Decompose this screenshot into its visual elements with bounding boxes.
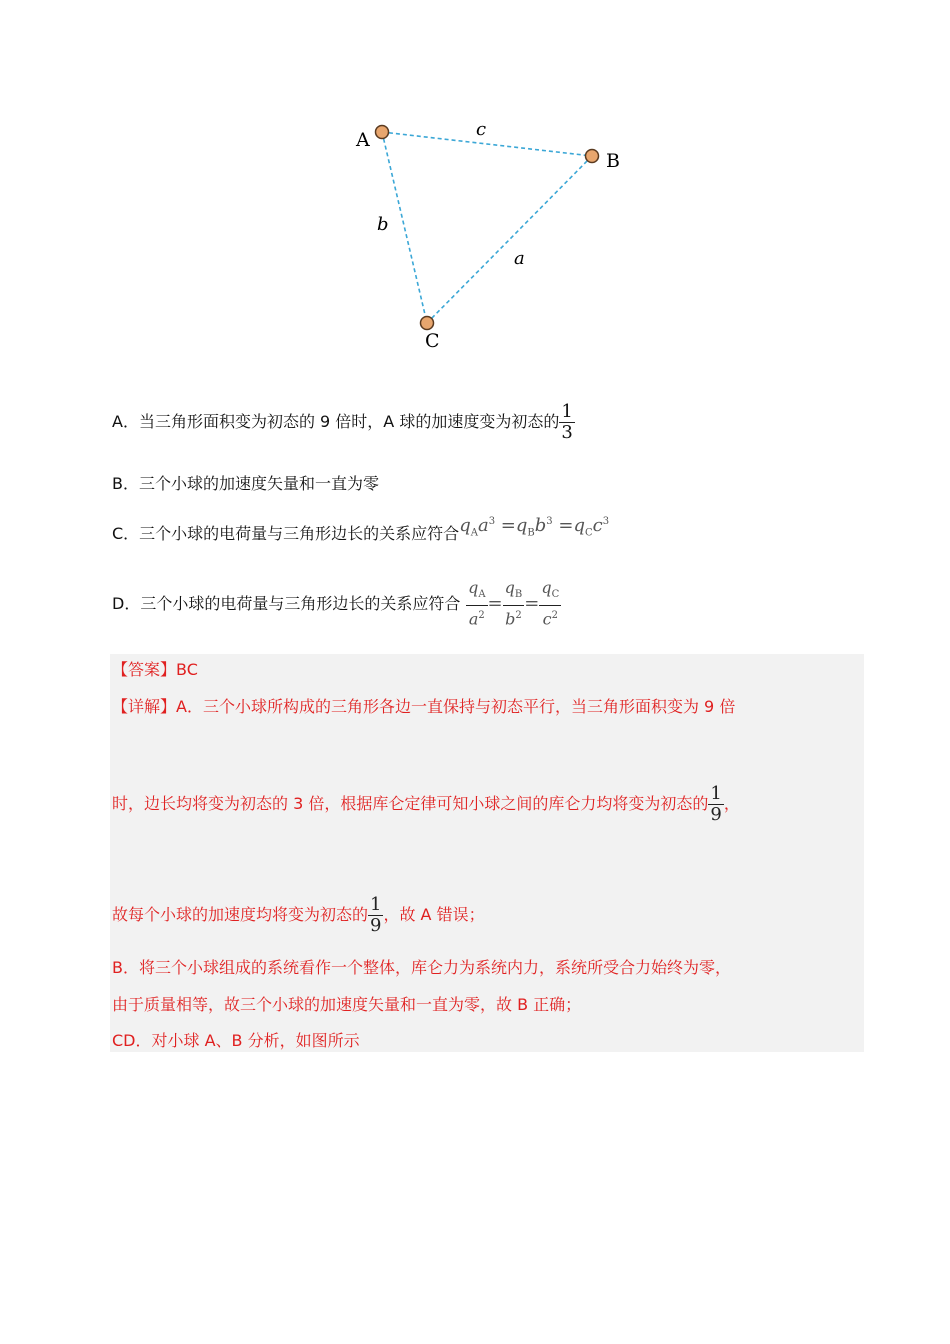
fraction-denominator: 9 [370,915,382,936]
option-a [112,402,575,443]
side-label-c: c [476,119,487,140]
answer-label: 【答案】BC [112,660,198,679]
option-d-formula: $\frac{q_A}{a^2}$ = $\frac{q_B}{b^2}$ = $\frac{q_C}{c^2}$ [468,578,560,629]
side-label-b: b [377,214,389,235]
detail-text-3: 故每个小球的加速度均将变为初态的 [112,905,369,924]
side-label-a: a [514,248,525,269]
side-a-line [427,156,592,323]
option-a-fraction [559,402,574,443]
option-c-text: C．三个小球的电荷量与三角形边长的关系应符合 [112,524,460,543]
option-c [112,515,610,552]
option-a-text: A．当三角形面积变为初态的 9 倍时，A 球的加速度变为初态的 [112,412,560,431]
option-b-text: B．三个小球的加速度矢量和一直为零 [112,474,379,493]
detail-label: 【详解】 [112,697,177,716]
detail-line-1 [112,697,735,717]
detail-text-3-tail: ，故 A 错误； [383,905,485,924]
ball-c [421,317,434,330]
detail-line-2 [112,784,740,825]
detail-fraction-2 [368,895,383,936]
point-label-b: B [606,150,620,172]
detail-line-6: CD．对小球 A、B 分析，如图所示 [112,1031,360,1050]
fraction-numerator: 1 [710,783,722,804]
side-c-line [382,132,592,156]
option-d [112,578,561,630]
option-b [112,474,379,494]
side-b-line [382,132,427,323]
detail-line-3 [112,895,485,936]
detail-text-2-tail: ， [723,794,740,813]
detail-fraction-1 [708,784,723,825]
point-label-a: A [356,129,370,151]
fraction-numerator: 1 [561,401,573,422]
detail-text-2: 时，边长均将变为初态的 3 倍，根据库仑定律可知小球之间的库仑力均将变为初态的 [112,794,709,813]
ball-b [586,150,599,163]
option-d-text: D．三个小球的电荷量与三角形边长的关系应符合 [112,593,461,613]
detail-text-1: A．三个小球所构成的三角形各边一直保持与初态平行，当三角形面积变为 9 倍 [176,697,736,716]
fraction-numerator: 1 [370,894,382,915]
detail-line-5: 由于质量相等，故三个小球的加速度矢量和一直为零，故 B 正确； [112,995,582,1014]
option-c-formula: $q_Aa^3 =q_Bb^3 =q_Cc^3$ [459,515,610,539]
triangle-figure [330,100,650,360]
detail-line-4: B．将三个小球组成的系统看作一个整体，库仑力为系统内力，系统所受合力始终为零， [112,958,731,977]
ball-a [376,126,389,139]
fraction-denominator: 9 [710,804,722,825]
point-label-c: C [425,330,440,352]
fraction-denominator: 3 [561,422,573,443]
